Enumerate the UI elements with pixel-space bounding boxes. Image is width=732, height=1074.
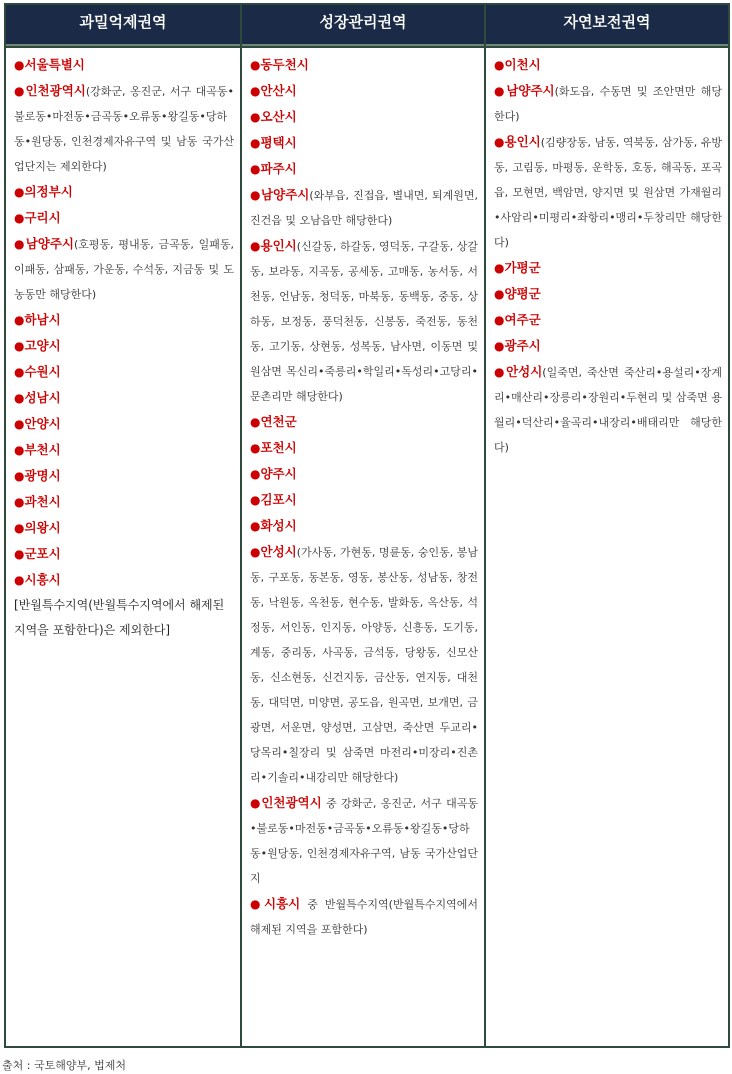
region-name: 연천군: [260, 414, 297, 429]
region-entry: [250, 435, 478, 461]
region-entry: [250, 104, 478, 130]
region-entry: [250, 182, 478, 233]
region-entry: [14, 307, 234, 333]
bullet-icon: ●: [14, 58, 25, 72]
region-name: 인천광역시: [25, 83, 86, 98]
bullet-icon: ●: [494, 135, 505, 149]
bullet-icon: ●: [14, 469, 25, 483]
region-detail: (김량장동, 남동, 역북동, 삼가동, 유방동, 고림동, 마평동, 운학동, 호동, 해곡동, 포곡읍, 모현면, 백암면, 양지면 및 원삼면 가재월리•사암리•미평리•좌항리•맹리•두창리만 해당한다): [494, 136, 722, 249]
bullet-icon: ●: [250, 136, 261, 150]
region-name: 오산시: [260, 109, 297, 124]
region-detail: (강화군, 옹진군, 서구 대곡동•불로동•마전동•금곡동•오류동•왕길동•당하동•원당동, 인천경제자유구역 및 남동 국가산업단지는 제외한다): [14, 85, 234, 173]
region-name: 화성시: [260, 518, 297, 533]
column-body: [242, 48, 484, 1046]
region-name: 안양시: [24, 416, 61, 431]
region-entry: [14, 437, 234, 463]
region-entry: [250, 409, 478, 435]
region-detail: (가사동, 가현동, 명륜동, 숭인동, 봉남동, 구포동, 동본동, 영동, 봉산동, 성남동, 창전동, 낙원동, 옥천동, 현수동, 발화동, 옥산동, 석정동, 서인동, 인지동, 아양동, 신흥동, 도기동, 계동, 중리동, 사곡동, 금석동, 당왕동, 신모산동, 신소현동, 신건지동, 금산동, 연지동, 대천동, 대덕면, 미양면, 공도읍, 원곡면, 보개면, 금광면, 서운면, 양성면, 고삼면, 죽산면 두교리•당목리•칠장리 및 삼죽면 마전리•미장리•진촌리•기솔리•내강리만 해당한다): [250, 546, 478, 784]
column-header: 성장관리권역: [242, 5, 484, 46]
bullet-icon: ●: [250, 84, 261, 98]
region-name: 수원시: [24, 364, 61, 379]
region-name: 남양주시: [261, 187, 310, 202]
bullet-icon: ●: [250, 110, 261, 124]
bullet-icon: ●: [14, 237, 26, 251]
bullet-icon: ●: [14, 547, 25, 561]
bullet-icon: ●: [14, 391, 25, 405]
region-name: 용인시: [504, 134, 541, 149]
region-name: 파주시: [260, 161, 297, 176]
bullet-icon: ●: [14, 313, 25, 327]
region-entry: [14, 567, 234, 593]
bullet-icon: ●: [250, 441, 261, 455]
region-detail: (일죽면, 죽산면 죽산리•용설리•장계리•매산리•장릉리•장원리•두현리 및 삼죽면 용월리•덕산리•율곡리•내장리•배태리만 해당한다): [494, 366, 722, 454]
bullet-icon: ●: [14, 521, 25, 535]
bullet-icon: ●: [250, 162, 261, 176]
region-table: [4, 3, 730, 1048]
bullet-icon: ●: [494, 365, 507, 379]
region-name: 양평군: [504, 286, 541, 301]
region-entry: [494, 78, 722, 129]
region-entry: [250, 130, 478, 156]
bullet-icon: ●: [14, 417, 25, 431]
region-name: 포천시: [260, 440, 297, 455]
region-entry: [494, 129, 722, 255]
region-entry: [494, 359, 722, 460]
region-entry: [14, 489, 234, 515]
bullet-icon: ●: [250, 58, 261, 72]
bullet-icon: ●: [250, 897, 265, 911]
region-entry: [14, 179, 234, 205]
bullet-icon: ●: [250, 796, 262, 810]
region-entry: [250, 78, 478, 104]
region-entry: [14, 52, 234, 78]
region-detail: 중 반월특수지역(반월특수지역에서 해제된 지역을 포함한다): [250, 898, 478, 936]
region-entry: [250, 233, 478, 409]
region-name: 광명시: [24, 468, 61, 483]
region-name: 남양주시: [506, 83, 555, 98]
region-entry: [14, 78, 234, 179]
region-name: 의정부시: [24, 184, 73, 199]
bullet-icon: ●: [14, 339, 25, 353]
column-growth-management: [242, 5, 484, 1046]
bullet-icon: ●: [14, 84, 26, 98]
region-entry: [250, 52, 478, 78]
region-name: 성남시: [24, 390, 61, 405]
region-name: 안성시: [506, 364, 543, 379]
region-entry: [14, 359, 234, 385]
bullet-icon: ●: [494, 84, 507, 98]
column-header: 자연보전권역: [486, 5, 728, 46]
bullet-icon: ●: [14, 211, 25, 225]
region-name: 시흥시: [264, 896, 301, 911]
region-name: 용인시: [260, 238, 297, 253]
region-name: 이천시: [504, 57, 541, 72]
bullet-icon: ●: [250, 519, 261, 533]
region-name: 동두천시: [260, 57, 309, 72]
region-name: 시흥시: [24, 572, 61, 587]
bullet-icon: ●: [14, 365, 25, 379]
region-name: 안산시: [260, 83, 297, 98]
region-name: 군포시: [24, 546, 61, 561]
region-name: 안성시: [260, 544, 297, 559]
region-detail: (신갈동, 하갈동, 영덕동, 구갈동, 상갈동, 보라동, 지곡동, 공세동, 고매동, 농서동, 서천동, 언남동, 청덕동, 마북동, 동백동, 중동, 상하동, 보정동, 풍덕천동, 신봉동, 죽전동, 동천동, 고기동, 상현동, 성복동, 남사면, 이동면 및 원삼면 목신리•죽릉리•학일리•독성리•고당리•문촌리만 해당한다): [250, 240, 478, 403]
region-entry: [494, 333, 722, 359]
column-header: 과밀억제권역: [6, 5, 240, 46]
region-entry: [14, 231, 234, 307]
region-entry: [250, 487, 478, 513]
bullet-icon: ●: [250, 239, 261, 253]
region-name: 김포시: [260, 492, 297, 507]
bullet-icon: ●: [250, 467, 261, 481]
region-entry: [250, 790, 478, 891]
exclusion-note: [반월특수지역(반월특수지역에서 해제된 지역을 포함한다)은 제외한다]: [14, 598, 225, 637]
region-entry: [14, 515, 234, 541]
region-entry: [14, 463, 234, 489]
region-name: 평택시: [260, 135, 297, 150]
region-entry: [250, 891, 478, 942]
region-detail: (화도읍, 수동면 및 조안면만 해당한다): [494, 85, 722, 123]
region-entry: [494, 255, 722, 281]
region-name: 의왕시: [24, 520, 61, 535]
bullet-icon: ●: [494, 287, 505, 301]
region-entry: [250, 156, 478, 182]
region-entry: [250, 539, 478, 790]
region-name: 구리시: [24, 210, 61, 225]
region-entry: [14, 411, 234, 437]
region-detail: (와부읍, 진접읍, 별내면, 퇴계원면, 진건읍 및 오남읍만 해당한다): [250, 189, 478, 227]
bullet-icon: ●: [494, 261, 505, 275]
region-name: 남양주시: [25, 236, 75, 251]
bullet-icon: ●: [250, 545, 261, 559]
column-nature-conservation: [486, 5, 728, 1046]
bullet-icon: ●: [14, 495, 25, 509]
region-entry: [250, 461, 478, 487]
bullet-icon: ●: [250, 188, 262, 202]
region-detail: 중 강화군, 옹진군, 서구 대곡동•불로동•마전동•금곡동•오류동•왕길동•당하동•원당동, 인천경제자유구역, 남동 국가산업단지: [250, 797, 478, 885]
region-entry: [14, 541, 234, 567]
region-name: 하남시: [24, 312, 61, 327]
region-entry: [494, 281, 722, 307]
bullet-icon: ●: [250, 493, 261, 507]
region-name: 과천시: [24, 494, 61, 509]
column-overcrowding-control: [6, 5, 240, 1046]
column-body: [486, 48, 728, 1046]
bullet-icon: ●: [14, 443, 25, 457]
bullet-icon: ●: [494, 58, 505, 72]
region-name: 서울특별시: [24, 57, 85, 72]
region-name: 여주군: [504, 312, 541, 327]
region-name: 인천광역시: [261, 795, 322, 810]
region-entry: [494, 52, 722, 78]
region-entry: [14, 205, 234, 231]
column-body: [6, 48, 240, 1046]
region-name: 양주시: [260, 466, 297, 481]
region-entry: [14, 385, 234, 411]
bullet-icon: ●: [14, 573, 25, 587]
bullet-icon: ●: [494, 339, 505, 353]
region-name: 부천시: [24, 442, 61, 457]
region-name: 고양시: [24, 338, 61, 353]
region-detail: (호평동, 평내동, 금곡동, 일패동, 이패동, 삼패동, 가운동, 수석동, 지금동 및 도농동만 해당한다): [14, 238, 234, 301]
region-entry: [494, 307, 722, 333]
source-caption: 출처 : 국토해양부, 법제처: [2, 1059, 126, 1072]
region-entry: [14, 333, 234, 359]
region-entry: [250, 513, 478, 539]
bullet-icon: ●: [494, 313, 505, 327]
region-name: 가평군: [504, 260, 541, 275]
bullet-icon: ●: [250, 415, 261, 429]
region-name: 광주시: [504, 338, 541, 353]
bullet-icon: ●: [14, 185, 25, 199]
